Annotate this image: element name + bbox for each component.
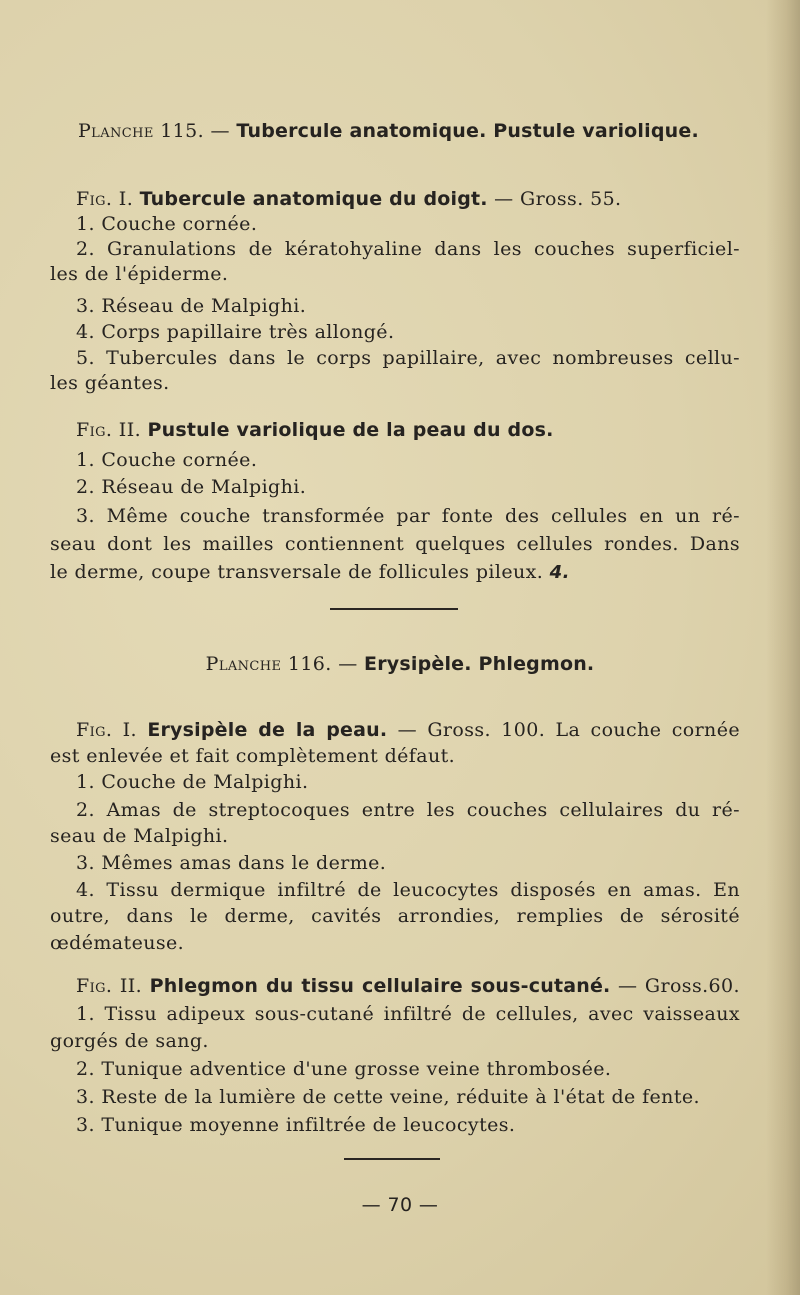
page-number: — 70 —: [361, 1194, 439, 1216]
fig-2-item-3-cont2: [50, 560, 740, 585]
fig-1-title: Tubercule anatomique du doigt.: [139, 188, 488, 210]
handwritten-annotation: 4.: [549, 562, 570, 583]
fig-3-line-4: seau de Malpighi.: [50, 825, 229, 847]
fig-2-item-3: 3. Même couche transformée par fonte des cellules en un ré-: [76, 505, 740, 527]
fig-3-line-6: 4. Tissu dermique infiltré de leucocytes disposés en amas. En: [76, 879, 740, 901]
planche-115-heading: [78, 119, 738, 144]
fig-3-line-3: 2. Amas de streptocoques entre les couches cellulaires du ré-: [76, 799, 740, 821]
fig-3-line-8: œdémateuse.: [50, 932, 185, 954]
fig-4-line-3: 2. Tunique adventice d'une grosse veine thrombosée.: [76, 1058, 612, 1080]
fig-1-item-5: 5. Tubercules dans le corps papillaire, avec nombreuses cellu-: [76, 347, 740, 369]
fig-4-line-4: 3. Reste de la lumière de cette veine, réduite à l'état de fente.: [76, 1086, 700, 1108]
fig-1-item-2-cont: les de l'épiderme.: [50, 263, 229, 285]
section-divider-2: [344, 1158, 440, 1160]
fig-1-magnification: — Gross. 55.: [487, 188, 622, 210]
fig-4-line-5: 3. Tunique moyenne infiltrée de leucocytes.: [76, 1114, 516, 1136]
section-divider: [330, 608, 458, 610]
fig-3-heading: [76, 718, 740, 743]
planche-116-dash: —: [331, 653, 365, 675]
fig-1-heading: [76, 187, 740, 212]
fig-3-line-1: est enlevée et fait complètement défaut.: [50, 745, 456, 767]
fig-2-item-2: 2. Réseau de Malpighi.: [76, 476, 307, 498]
fig-3-label: Fig. I.: [76, 719, 137, 741]
fig-1-item-1: 1. Couche cornée.: [76, 213, 258, 235]
fig-4-heading: [76, 974, 740, 999]
planche-115-dash: —: [204, 120, 237, 142]
planche-116-heading: [0, 652, 800, 677]
fig-2-heading: [76, 418, 740, 443]
fig-1-item-3: 3. Réseau de Malpighi.: [76, 295, 307, 317]
fig-3-rest: — Gross. 100. La couche cornée: [387, 719, 740, 741]
fig-2-item-3-cont: seau dont les mailles contiennent quelques cellules rondes. Dans: [50, 533, 740, 555]
fig-1-item-5-cont: les géantes.: [50, 372, 170, 394]
fig-1-label: Fig. I.: [76, 188, 134, 210]
fig-1-item-4: 4. Corps papillaire très allongé.: [76, 321, 395, 343]
fig-4-magnification: — Gross.60.: [610, 975, 740, 997]
fig-4-line-1: 1. Tissu adipeux sous-cutané infiltré de cellules, avec vaisseaux: [76, 1003, 740, 1025]
planche-115-label: Planche 115.: [78, 120, 205, 142]
fig-3-line-5: 3. Mêmes amas dans le derme.: [76, 852, 387, 874]
fig-2-title: Pustule variolique de la peau du dos.: [147, 419, 554, 441]
planche-116-title: Erysipèle. Phlegmon.: [364, 653, 595, 675]
fig-3-title: Erysipèle de la peau.: [147, 719, 388, 741]
fig-4-label: Fig. II.: [76, 975, 143, 997]
fig-3-line-7: outre, dans le derme, cavités arrondies, remplies de sérosité: [50, 905, 740, 927]
fig-4-title: Phlegmon du tissu cellulaire sous-cutané.: [149, 975, 611, 997]
planche-115-title: Tubercule anatomique. Pustule variolique.: [236, 120, 699, 142]
planche-116-label: Planche 116.: [205, 653, 332, 675]
fig-4-line-2: gorgés de sang.: [50, 1030, 209, 1052]
fig-2-item-3-end: le derme, coupe transversale de follicules pileux.: [50, 561, 544, 583]
fig-2-label: Fig. II.: [76, 419, 142, 441]
fig-2-item-1: 1. Couche cornée.: [76, 449, 258, 471]
fig-1-item-2: 2. Granulations de kératohyaline dans les couches superficiel-: [76, 238, 740, 260]
fig-3-line-2: 1. Couche de Malpighi.: [76, 771, 309, 793]
